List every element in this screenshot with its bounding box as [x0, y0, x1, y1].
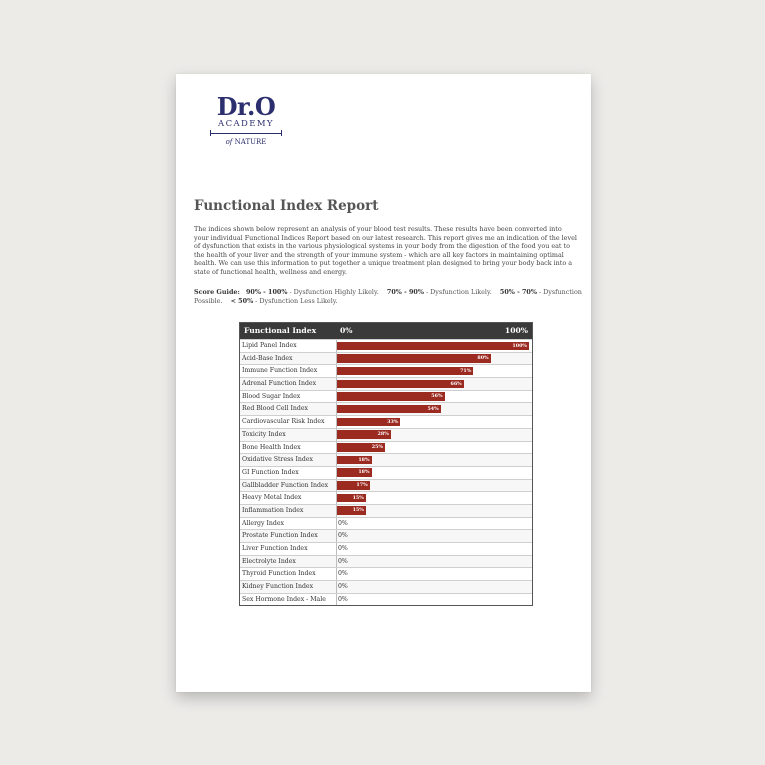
index-value: 18% — [358, 456, 370, 463]
index-bar — [337, 405, 441, 414]
index-label: Toxicity Index — [242, 430, 286, 438]
table-row — [240, 453, 532, 466]
table-row — [240, 542, 532, 555]
index-bar — [337, 443, 385, 452]
index-label: Gallbladder Function Index — [242, 481, 329, 489]
index-value: 28% — [377, 431, 389, 438]
table-row — [240, 377, 532, 390]
logo-tagline — [206, 137, 286, 147]
score-guide — [194, 288, 584, 306]
index-value: 0% — [338, 557, 348, 565]
table-row — [240, 491, 532, 504]
index-label: Immune Function Index — [242, 367, 318, 375]
logo-divider — [206, 130, 286, 136]
index-value: 54% — [427, 405, 439, 412]
table-row — [240, 504, 532, 517]
report-page — [176, 74, 591, 692]
index-value: 25% — [371, 444, 383, 450]
header-functional-index: Functional Index — [244, 326, 317, 335]
index-label: Electrolyte Index — [242, 557, 296, 565]
index-value: 18% — [358, 469, 370, 476]
index-bar — [337, 380, 464, 389]
index-value: 15% — [352, 507, 364, 514]
index-label: Adrenal Function Index — [242, 380, 317, 388]
table-row — [240, 352, 532, 365]
logo-of: of — [225, 138, 233, 146]
table-row — [240, 466, 532, 479]
table-row — [240, 415, 532, 428]
index-value: 80% — [477, 355, 489, 362]
header-max: 100% — [504, 326, 528, 335]
index-bar — [337, 494, 366, 503]
index-label: Lipid Panel Index — [242, 342, 297, 349]
index-label: Sex Hormone Index - Male — [242, 595, 326, 603]
index-bar — [337, 342, 529, 351]
table-body — [240, 339, 532, 605]
table-row — [240, 593, 532, 606]
index-bar — [337, 506, 366, 515]
index-value: 56% — [431, 393, 443, 400]
table-row — [240, 567, 532, 580]
guide-text: - Dysfunction Possible. — [194, 288, 582, 305]
guide-range: 90% - 100% — [245, 288, 288, 296]
index-value: 17% — [356, 482, 368, 489]
table-row — [240, 580, 532, 593]
index-label: GI Function Index — [242, 468, 299, 476]
table-row — [240, 428, 532, 441]
functional-index-table — [239, 322, 533, 606]
index-label: Kidney Function Index — [242, 583, 314, 591]
index-bar — [337, 468, 372, 477]
index-value: 0% — [338, 519, 348, 527]
index-label: Blood Sugar Index — [242, 392, 301, 400]
index-value: 0% — [338, 583, 348, 591]
table-row — [240, 479, 532, 492]
table-header — [240, 323, 532, 339]
logo-sub: ACADEMY — [218, 119, 274, 129]
index-value: 0% — [338, 532, 348, 540]
index-label: Allergy Index — [242, 519, 285, 527]
index-value: 71% — [460, 367, 472, 374]
index-value: 0% — [338, 570, 348, 578]
index-bar — [337, 392, 445, 401]
page-title: Functional Index Report — [194, 198, 379, 214]
guide-text: - Dysfunction Likely. — [423, 288, 492, 296]
index-bar — [337, 418, 400, 427]
logo-nature: NATURE — [234, 138, 267, 146]
guide-text: - Dysfunction Highly Likely. — [287, 288, 379, 296]
index-value: 0% — [338, 595, 348, 603]
index-label: Oxidative Stress Index — [242, 456, 313, 464]
table-row — [240, 555, 532, 568]
index-label: Red Blood Cell Index — [242, 405, 309, 413]
index-bar — [337, 481, 370, 490]
index-label: Bone Health Index — [242, 443, 301, 451]
index-label: Liver Function Index — [242, 545, 308, 552]
table-row — [240, 517, 532, 530]
intro-paragraph: The indices shown below represent an analysis of your blood test results. These results have been converted into your individual Functional Indices Report based on our latest research. This report gives me an indication of the level of dysfunction that exists in the various physiological systems in your body from the digestion of the food you eat to the health of your liver and the strength of your immune system - which are all key factors in maintaining optimal health. We can use this information to put together a unique treatment plan designed to bring your body back into a state of functional health, wellness and energy. — [194, 225, 577, 276]
index-bar — [337, 456, 372, 465]
index-label: Acid-Base Index — [242, 354, 293, 362]
index-value: 33% — [387, 418, 399, 425]
index-label: Heavy Metal Index — [242, 494, 302, 502]
table-row — [240, 402, 532, 415]
index-label: Thyroid Function Index — [242, 570, 316, 578]
logo — [206, 94, 286, 147]
index-bar — [337, 367, 473, 376]
guide-range: 50% - 70% — [499, 288, 537, 296]
header-min: 0% — [340, 326, 353, 335]
guide-text: - Dysfunction Less Likely. — [253, 297, 338, 305]
table-row — [240, 339, 532, 352]
index-label: Prostate Function Index — [242, 532, 318, 540]
guide-range: < 50% — [230, 297, 254, 305]
table-row — [240, 364, 532, 377]
table-row — [240, 529, 532, 542]
table-row — [240, 390, 532, 403]
index-value: 15% — [352, 494, 364, 501]
index-label: Inflammation Index — [242, 506, 304, 514]
score-guide-label: Score Guide: — [194, 288, 240, 296]
guide-range: 70% - 90% — [386, 288, 424, 296]
index-value: 100% — [512, 342, 527, 349]
index-value: 0% — [338, 545, 348, 552]
index-label: Cardiovascular Risk Index — [242, 418, 325, 426]
logo-main: Dr.O — [216, 92, 276, 121]
index-bar — [337, 354, 491, 363]
index-value: 66% — [450, 380, 462, 387]
table-row — [240, 441, 532, 454]
index-bar — [337, 430, 391, 439]
